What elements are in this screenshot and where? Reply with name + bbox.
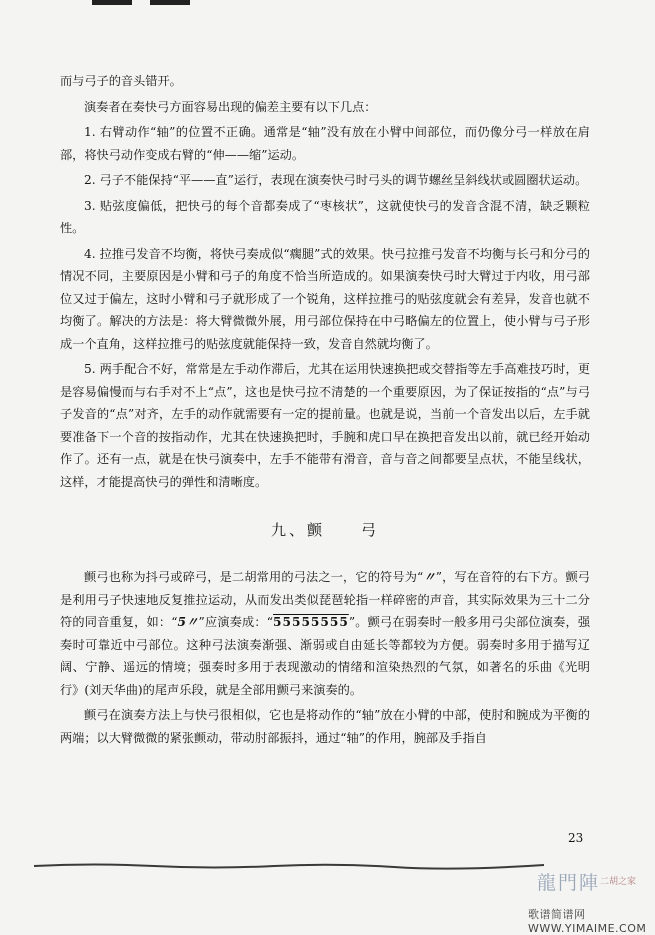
watermark-logo: 龍門陣 bbox=[537, 872, 601, 894]
watermark-small: 二胡之家 bbox=[600, 877, 637, 887]
text-segment: 颤弓也称为抖弓或碎弓，是二胡常用的弓法之一，它的符号为“ bbox=[84, 570, 424, 584]
thirty-second-notes: 55555555 bbox=[273, 615, 349, 629]
paragraph-tremolo-method: 颤弓在演奏方法上与快弓很相似，它也是将动作的“轴”放在小臂的中部，使肘和腕成为平衡的两端；以大臂微微的紧张颤动，带动肘部振抖，通过“轴”的作用，腕部及手指自 bbox=[60, 708, 590, 745]
paragraph-point-2: 2. 弓子不能保持“平——直”运行，表现在演奏快弓时弓头的调节螺丝呈斜线状或圆圈状运动。 bbox=[84, 173, 588, 187]
tremolo-symbol: 〃 bbox=[423, 570, 436, 584]
scan-top-mark bbox=[150, 0, 190, 5]
paragraph-continuation: 而与弓子的音头错开。 bbox=[60, 74, 182, 88]
note-with-tremolo: 5〃 bbox=[177, 615, 199, 629]
page-number: 23 bbox=[568, 831, 584, 845]
text-segment: ”。颤弓在弱奏时一般多用弓尖部位演奏，强奏时可靠近中弓部位。这种弓法演奏渐强、渐弱或自由延长等都较为方便。弱奏时多用于描写辽阔、宁静、遥远的情境；强奏时多用于表现激动的情绪和渲染热烈的气氛，如著名的乐曲《光明行》(刘天华曲)的尾声乐段，就是全部用颤弓来演奏的。 bbox=[60, 615, 591, 697]
paragraph-point-3: 3. 贴弦度偏低，把快弓的每个音都奏成了“枣核状”，这就使快弓的发音含混不清，缺乏颗粒性。 bbox=[60, 198, 590, 235]
paragraph-point-4: 4. 拉推弓发音不均衡，将快弓奏成似“瘸腿”式的效果。快弓拉推弓发音不均衡与长弓和分弓的情况不同，主要原因是小臂和弓子的角度不恰当所造成的。如果演奏快弓时大臂过于内收，用弓部位又过于偏左，这时小臂和弓子就形成了一个锐角，这样拉推弓的贴弦度就会有差异，发音也就不均衡了。解决的方法是：将大臂微微外展，用弓部位保持在中弓略偏左的位置上，使小臂与弓子形成一个直角，这样拉推弓的贴弦度就能保持一致，发音自然就均衡了。 bbox=[60, 246, 590, 351]
page-body bbox=[60, 70, 590, 749]
text-segment: ”，写在音符的右下方。颤弓是利用弓子快速地反复推拉运动，从而发出类似琵琶轮指一样碎密的声音，其实际效果为三十二分符的同音重复，如：“ bbox=[60, 570, 590, 629]
text-segment: ”应演奏成：“ bbox=[198, 615, 274, 629]
paragraph-tremolo-intro bbox=[60, 566, 590, 701]
paragraph-point-1: 1. 右臂动作“轴”的位置不正确。通常是“轴”没有放在小臂中间部位，而仍像分弓一样放在肩部，将快弓动作变成右臂的“伸——缩”运动。 bbox=[60, 125, 590, 162]
paragraph-point-5: 5. 两手配合不好，常常是左手动作滞后，尤其在运用快速换把或交替指等左手高难技巧时，更是容易偏慢而与右手对不上“点”，这也是快弓拉不清楚的一个重要原因，为了保证按指的“点”与弓子发音的“点”对齐，左手的动作就需要有一定的提前量。也就是说，当前一个音发出以后，左手就要准备下一个音的按指动作，尤其在快速换把时，手腕和虎口早在换把音发出以前，就已经开始动作了。还有一点，就是在快弓演奏中，左手不能带有滑音，音与音之间都要呈点状，不能呈线状，这样，才能提高快弓的弹性和清晰度。 bbox=[60, 362, 590, 489]
paragraph-intro: 演奏者在奏快弓方面容易出现的偏差主要有以下几点： bbox=[84, 99, 377, 114]
scan-top-mark bbox=[92, 0, 132, 5]
watermark-site: 歌谱简谱网 WWW.YIMAIME.COM bbox=[528, 908, 647, 935]
scan-bottom-line bbox=[34, 860, 544, 872]
section-heading: 九、颤 弓 bbox=[270, 521, 379, 539]
